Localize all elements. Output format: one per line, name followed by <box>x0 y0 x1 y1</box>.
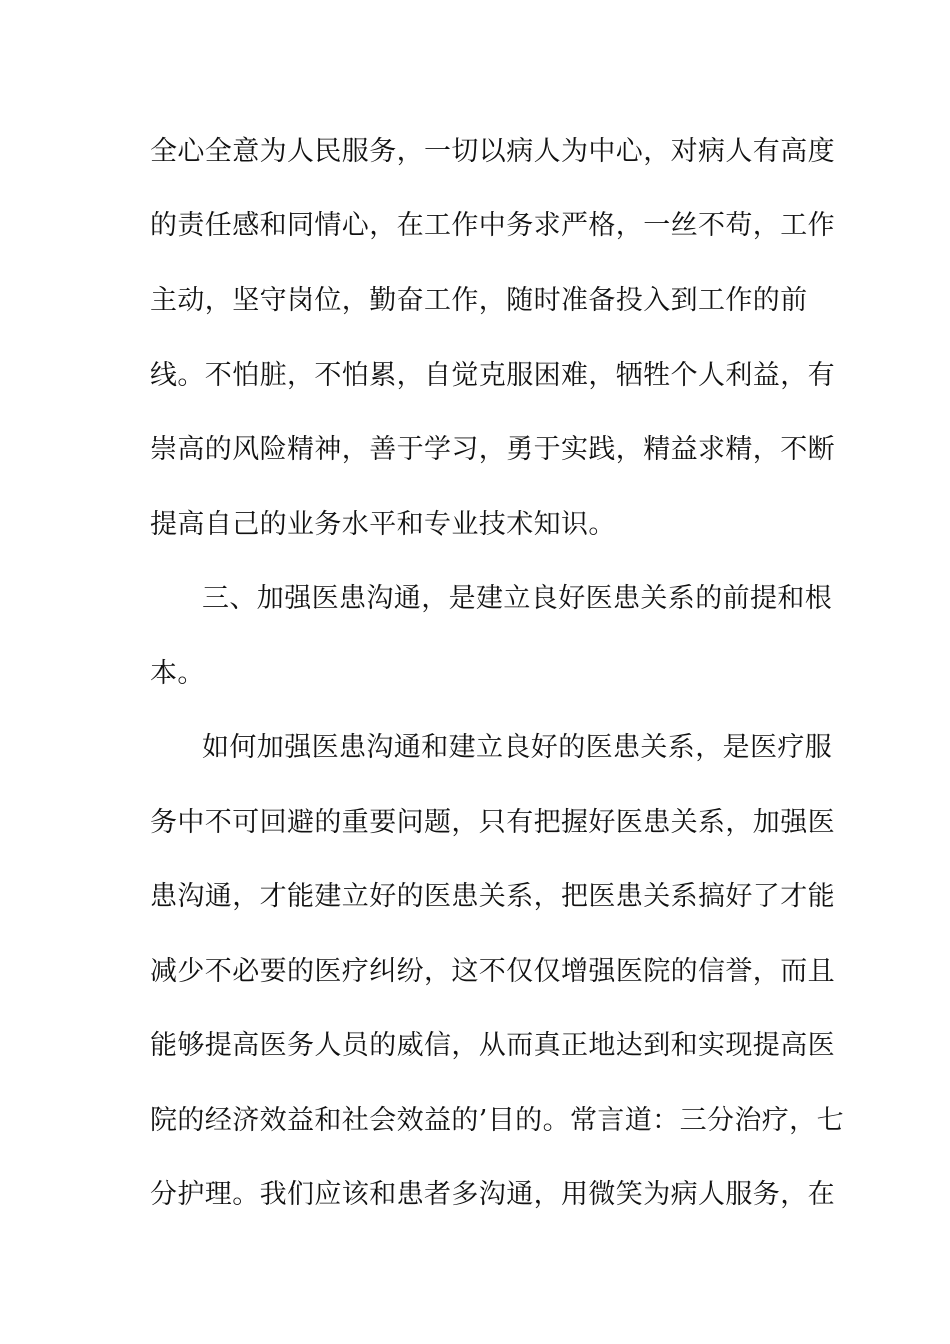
text-line: 如何加强医患沟通和建立良好的医患关系，是医疗服 <box>202 732 833 763</box>
text-line: 崇高的风险精神，善于学习，勇于实践，精益求精，不断 <box>150 434 835 465</box>
text-line: 务中不可回避的重要问题，只有把握好医患关系，加强医 <box>150 807 835 838</box>
text-line: 减少不必要的医疗纠纷，这不仅仅增强医院的信誉，而且 <box>150 956 835 987</box>
text-line: 患沟通，才能建立好的医患关系，把医患关系搞好了才能 <box>150 881 835 912</box>
text-line: 主动，坚守岗位，勤奋工作，随时准备投入到工作的前 <box>150 285 808 316</box>
section-heading: 三、加强医患沟通，是建立良好医患关系的前提和根 <box>202 583 833 614</box>
text-line: 线。不怕脏，不怕累，自觉克服困难，牺牲个人利益，有 <box>150 360 835 391</box>
text-line: 分护理。我们应该和患者多沟通，用微笑为病人服务，在 <box>150 1179 835 1210</box>
section-heading-continuation: 本。 <box>150 658 205 689</box>
text-line: 全心全意为人民服务，一切以病人为中心，对病人有高度 <box>150 136 835 167</box>
text-line: 的责任感和同情心，在工作中务求严格，一丝不苟，工作 <box>150 210 835 241</box>
text-line: 院的经济效益和社会效益的’目的。常言道：三分治疗，七 <box>150 1105 844 1136</box>
text-line: 提高自己的业务水平和专业技术知识。 <box>150 509 616 540</box>
text-line: 能够提高医务人员的威信，从而真正地达到和实现提高医 <box>150 1030 835 1061</box>
